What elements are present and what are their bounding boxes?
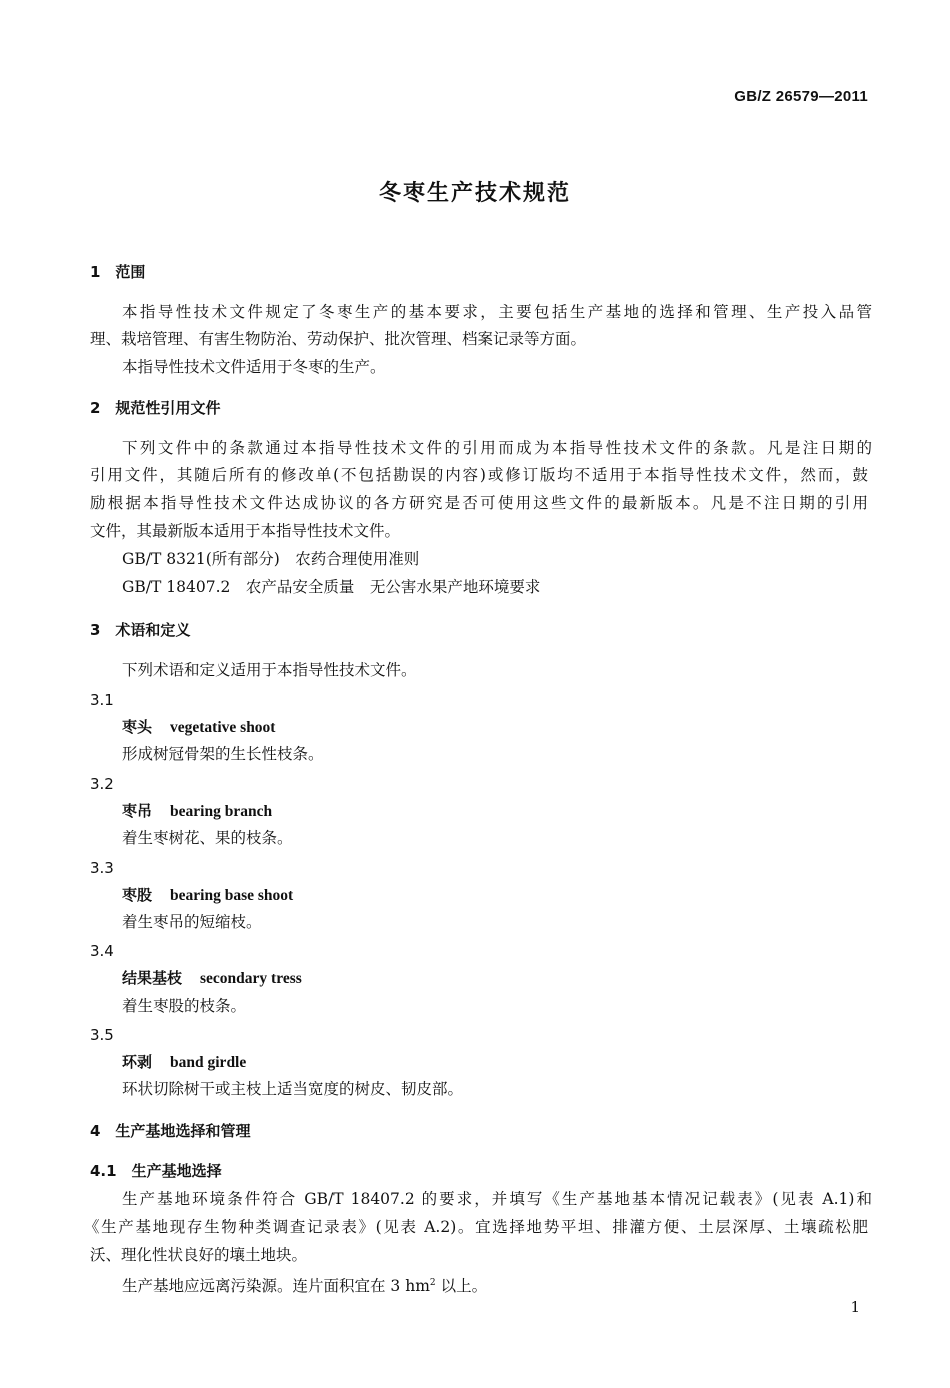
- reference-gbt-8321: GB/T 8321(所有部分) 农药合理使用准则: [122, 550, 420, 568]
- term-english: vegetative shoot: [170, 719, 276, 736]
- term-chinese: 环剥: [122, 1053, 153, 1071]
- area-unit-exponent: 2: [429, 1278, 436, 1288]
- section-1-heading: 1 范围: [90, 263, 146, 281]
- document-title: 冬枣生产技术规范: [378, 181, 571, 206]
- section-4-1-para-2: [122, 1273, 487, 1296]
- term-definition: 形成树冠骨架的生长性枝条。: [122, 745, 324, 763]
- term-number: 3.4: [90, 942, 114, 960]
- term-english: bearing base shoot: [170, 887, 294, 904]
- section-4-1-para-1-line-3: 沃、理化性状良好的壤土地块。: [90, 1246, 308, 1264]
- term-chinese: 枣股: [122, 886, 153, 904]
- section-2-para-line-4: 文件，其最新版本适用于本指导性技术文件。: [90, 522, 401, 540]
- term-definition: 环状切除树干或主枝上适当宽度的树皮、韧皮部。: [122, 1080, 464, 1098]
- term-line: [122, 968, 302, 989]
- term-number: 3.1: [90, 691, 114, 709]
- section-2-para-line-3: 励根据本指导性技术文件达成协议的各方研究是否可使用这些文件的最新版本。凡是不注日期的引用: [90, 494, 868, 512]
- section-3-intro: 下列术语和定义适用于本指导性技术文件。: [122, 661, 417, 679]
- section-4-heading: 4 生产基地选择和管理: [90, 1122, 251, 1140]
- term-english: secondary tress: [200, 970, 302, 987]
- area-text: 生产基地应远离污染源。连片面积宜在 3 hm: [122, 1277, 430, 1296]
- term-line: [122, 717, 275, 738]
- term-english: band girdle: [170, 1054, 247, 1071]
- term-definition: 着生枣树花、果的枝条。: [122, 829, 293, 847]
- term-number: 3.5: [90, 1026, 114, 1044]
- section-2-para-line-2: 引用文件，其随后所有的修改单(不包括勘误的内容)或修订版均不适用于本指导性技术文件，然而，鼓: [90, 466, 868, 484]
- term-chinese: 结果基枝: [122, 969, 183, 987]
- reference-gbt-18407-2: GB/T 18407.2 农产品安全质量 无公害水果产地环境要求: [122, 578, 541, 596]
- term-line: [122, 1052, 246, 1073]
- term-line: [122, 801, 272, 822]
- term-chinese: 枣吊: [122, 802, 153, 820]
- page-number: 1: [850, 1298, 860, 1316]
- section-2-para-line-1: 下列文件中的条款通过本指导性技术文件的引用而成为本指导性技术文件的条款。凡是注日期的: [122, 439, 872, 457]
- section-4-1-heading: 4.1 生产基地选择: [90, 1162, 222, 1180]
- section-1-para-1-line-2: 理、栽培管理、有害生物防治、劳动保护、批次管理、档案记录等方面。: [90, 330, 587, 348]
- term-english: bearing branch: [170, 803, 273, 820]
- section-2-heading: 2 规范性引用文件: [90, 399, 221, 417]
- section-1-para-1-line-1: 本指导性技术文件规定了冬枣生产的基本要求，主要包括生产基地的选择和管理、生产投入品管: [122, 303, 872, 321]
- term-definition: 着生枣吊的短缩枝。: [122, 913, 262, 931]
- term-number: 3.2: [90, 775, 114, 793]
- section-4-1-para-1-line-2: 《生产基地现存生物种类调查记录表》(见表 A.2)。宜选择地势平坦、排灌方便、土层深厚、土壤疏松肥: [84, 1218, 868, 1236]
- section-1-para-2: 本指导性技术文件适用于冬枣的生产。: [122, 358, 386, 376]
- term-chinese: 枣头: [122, 718, 153, 736]
- standard-code: GB/Z 26579—2011: [734, 88, 868, 105]
- area-text-end: 以上。: [435, 1277, 488, 1296]
- term-definition: 着生枣股的枝条。: [122, 997, 247, 1015]
- section-3-heading: 3 术语和定义: [90, 621, 191, 639]
- term-line: [122, 885, 293, 906]
- term-number: 3.3: [90, 859, 114, 877]
- section-4-1-para-1-line-1: 生产基地环境条件符合 GB/T 18407.2 的要求，并填写《生产基地基本情况记载表》(见表 A.1)和: [122, 1190, 872, 1208]
